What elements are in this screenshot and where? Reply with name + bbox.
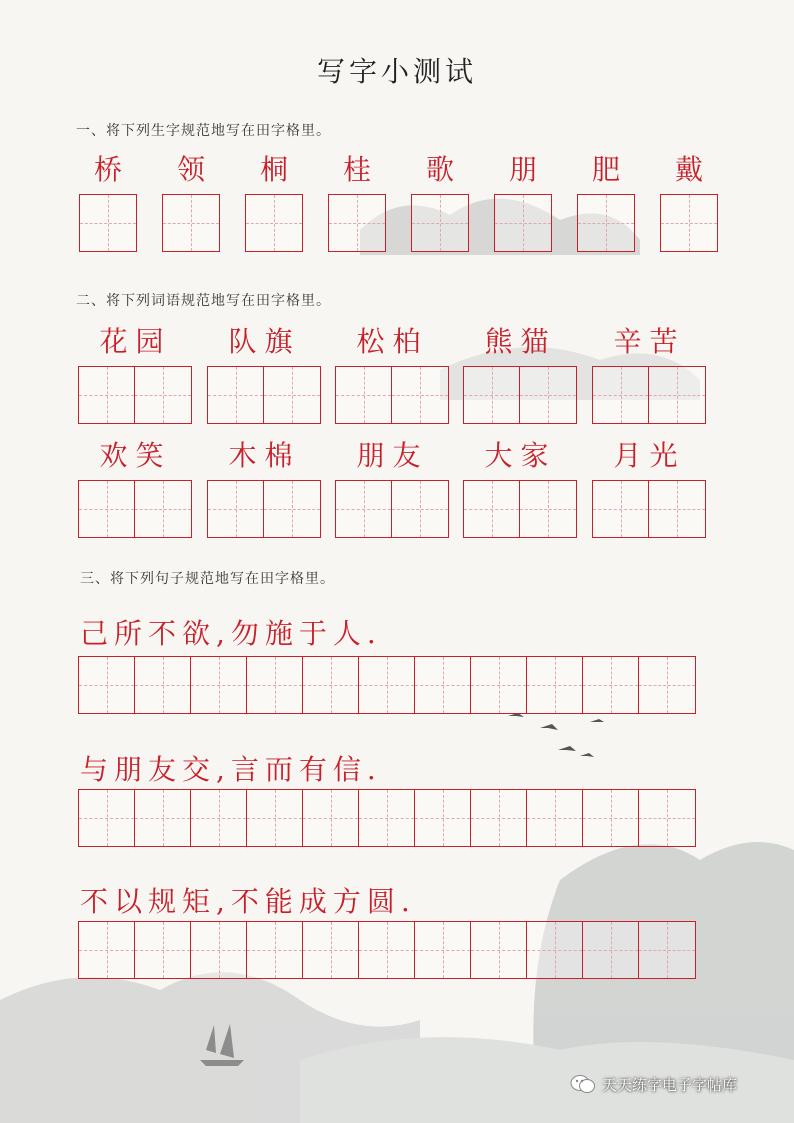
word-grid[interactable]: [335, 366, 449, 424]
character-label: 歌: [425, 153, 454, 186]
word-grid[interactable]: [592, 480, 706, 538]
character-grid[interactable]: [162, 194, 220, 252]
grid-cell[interactable]: [135, 657, 191, 713]
character-label: 桥: [93, 153, 122, 186]
word-label: 欢笑: [99, 439, 172, 472]
character-grid[interactable]: [660, 194, 718, 252]
character-label: 桂: [342, 153, 371, 186]
grid-cell[interactable]: [163, 195, 219, 251]
grid-cell[interactable]: [520, 367, 576, 423]
grid-cell[interactable]: [80, 195, 136, 251]
word-label: 队旗: [228, 325, 301, 358]
word-grid[interactable]: [207, 366, 321, 424]
grid-cell[interactable]: [79, 367, 135, 423]
grid-cell[interactable]: [520, 481, 576, 537]
grid-cell[interactable]: [79, 790, 135, 846]
sentence-grid[interactable]: [78, 789, 696, 847]
grid-cell[interactable]: [412, 195, 468, 251]
character-grid[interactable]: [411, 194, 469, 252]
sentence-label: 不以规矩,不能成方圆.: [80, 885, 416, 918]
grid-cell[interactable]: [303, 657, 359, 713]
watermark-text: 天天练字电子字帖库: [602, 1075, 738, 1094]
grid-cell[interactable]: [329, 195, 385, 251]
grid-cell[interactable]: [264, 367, 320, 423]
grid-cell[interactable]: [247, 657, 303, 713]
grid-cell[interactable]: [583, 657, 639, 713]
grid-cell[interactable]: [527, 922, 583, 978]
grid-cell[interactable]: [649, 481, 705, 537]
character-grid[interactable]: [245, 194, 303, 252]
grid-cell[interactable]: [639, 657, 695, 713]
grid-cell[interactable]: [578, 195, 634, 251]
word-label: 木棉: [228, 439, 301, 472]
word-grid[interactable]: [592, 366, 706, 424]
grid-cell[interactable]: [495, 195, 551, 251]
grid-cell[interactable]: [79, 657, 135, 713]
grid-cell[interactable]: [264, 481, 320, 537]
word-label: 松柏: [356, 325, 429, 358]
character-label: 肥: [591, 153, 620, 186]
grid-cell[interactable]: [415, 657, 471, 713]
word-label: 花园: [99, 325, 172, 358]
character-label: 朋: [508, 153, 537, 186]
grid-cell[interactable]: [135, 790, 191, 846]
grid-cell[interactable]: [527, 657, 583, 713]
page-title: 写字小测试: [316, 55, 477, 88]
word-grid[interactable]: [463, 480, 577, 538]
grid-cell[interactable]: [471, 657, 527, 713]
grid-cell[interactable]: [593, 367, 649, 423]
sentence-grid[interactable]: [78, 921, 696, 979]
grid-cell[interactable]: [527, 790, 583, 846]
grid-cell[interactable]: [583, 790, 639, 846]
grid-cell[interactable]: [464, 481, 520, 537]
grid-cell[interactable]: [135, 922, 191, 978]
watermark: [570, 1073, 737, 1095]
grid-cell[interactable]: [246, 195, 302, 251]
grid-cell[interactable]: [336, 481, 392, 537]
grid-cell[interactable]: [208, 481, 264, 537]
grid-cell[interactable]: [191, 657, 247, 713]
sentence-grid[interactable]: [78, 656, 696, 714]
grid-cell[interactable]: [593, 481, 649, 537]
sentence-label: 与朋友交,言而有信.: [80, 753, 382, 786]
character-grid[interactable]: [577, 194, 635, 252]
grid-cell[interactable]: [303, 790, 359, 846]
word-grid[interactable]: [207, 480, 321, 538]
word-label: 熊猫: [484, 325, 557, 358]
grid-cell[interactable]: [415, 790, 471, 846]
grid-cell[interactable]: [247, 790, 303, 846]
word-grid[interactable]: [78, 366, 192, 424]
character-grid[interactable]: [79, 194, 137, 252]
word-grid[interactable]: [335, 480, 449, 538]
grid-cell[interactable]: [79, 481, 135, 537]
section3-instruction: 三、将下列句子规范地写在田字格里。: [80, 571, 335, 587]
grid-cell[interactable]: [359, 922, 415, 978]
word-label: 大家: [484, 439, 557, 472]
section2-instruction: 二、将下列词语规范地写在田字格里。: [76, 293, 331, 309]
character-label: 桐: [259, 153, 288, 186]
grid-cell[interactable]: [471, 790, 527, 846]
grid-cell[interactable]: [471, 922, 527, 978]
word-grid[interactable]: [78, 480, 192, 538]
grid-cell[interactable]: [191, 922, 247, 978]
grid-cell[interactable]: [359, 657, 415, 713]
character-label: 领: [176, 153, 205, 186]
character-label: 戴: [674, 153, 703, 186]
grid-cell[interactable]: [359, 790, 415, 846]
grid-cell[interactable]: [135, 481, 191, 537]
chat-bubble-icon: [570, 1073, 596, 1095]
word-label: 朋友: [356, 439, 429, 472]
grid-cell[interactable]: [79, 922, 135, 978]
grid-cell[interactable]: [649, 367, 705, 423]
grid-cell[interactable]: [336, 367, 392, 423]
grid-cell[interactable]: [661, 195, 717, 251]
sentence-label: 己所不欲,勿施于人.: [80, 617, 382, 650]
character-grid[interactable]: [494, 194, 552, 252]
grid-cell[interactable]: [415, 922, 471, 978]
grid-cell[interactable]: [303, 922, 359, 978]
grid-cell[interactable]: [247, 922, 303, 978]
grid-cell[interactable]: [208, 367, 264, 423]
character-grid[interactable]: [328, 194, 386, 252]
grid-cell[interactable]: [191, 790, 247, 846]
grid-cell[interactable]: [135, 367, 191, 423]
grid-cell[interactable]: [392, 481, 448, 537]
section1-instruction: 一、将下列生字规范地写在田字格里。: [76, 123, 331, 139]
grid-cell[interactable]: [639, 790, 695, 846]
grid-cell[interactable]: [639, 922, 695, 978]
grid-cell[interactable]: [464, 367, 520, 423]
word-grid[interactable]: [463, 366, 577, 424]
word-label: 月光: [613, 439, 686, 472]
grid-cell[interactable]: [583, 922, 639, 978]
word-label: 辛苦: [613, 325, 686, 358]
grid-cell[interactable]: [392, 367, 448, 423]
